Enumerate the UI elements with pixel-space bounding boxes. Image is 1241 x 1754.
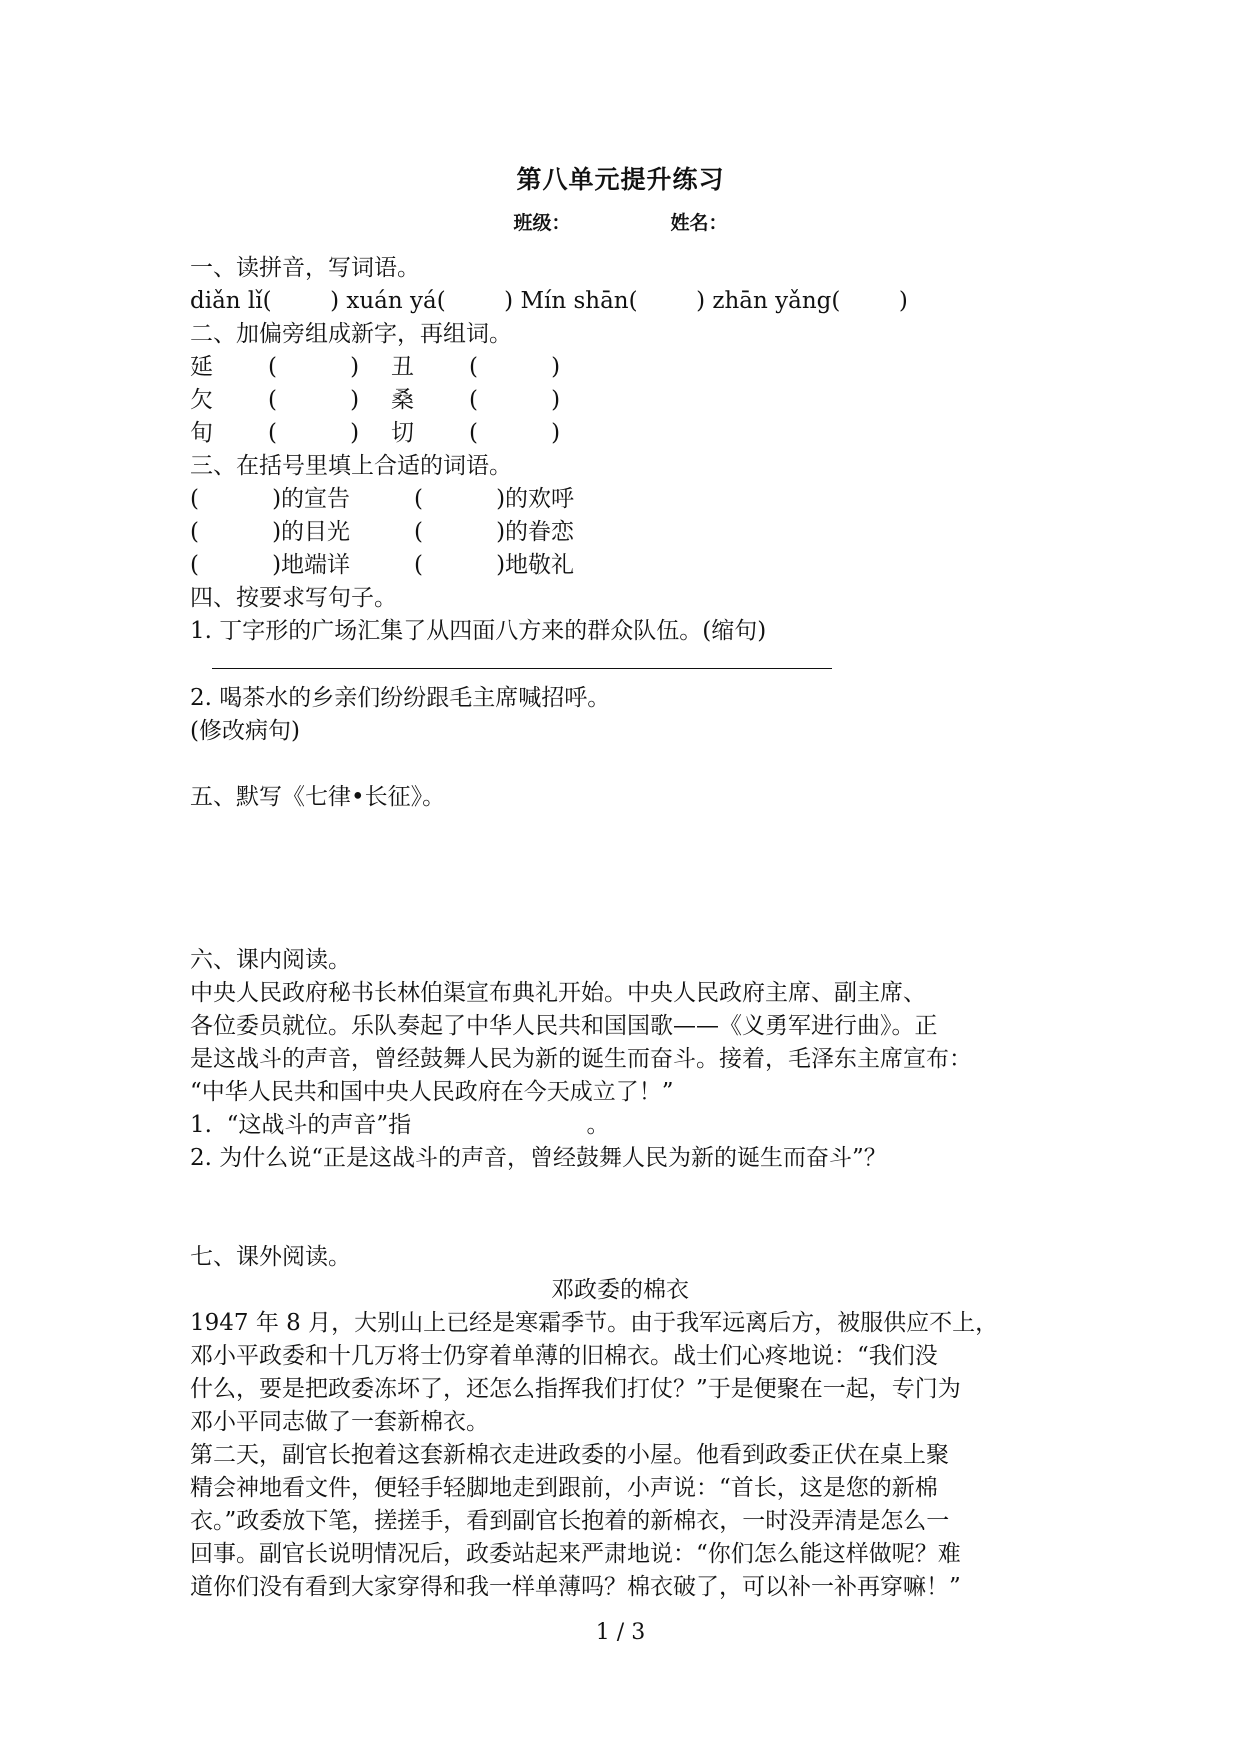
story-title: 邓政委的棉衣 [551,1277,689,1303]
section-3-heading: 三、在括号里填上合适的词语。 [190,453,512,479]
pinyin-line: diǎn lǐ( ) xuán yá( ) Mín shān( ) zhān yǎng( ) [190,288,908,314]
section-5-heading: 五、默写《七律•长征》。 [190,784,446,810]
passage-line: “中华人民共和国中央人民政府在今天成立了！” [190,1079,674,1105]
answer-line [212,648,832,669]
blank-cell: ( ) [268,354,360,380]
reading-question-2: 2. 为什么说“正是这战斗的声音，曾经鼓舞人民为新的诞生而奋斗”？ [190,1145,887,1171]
phrase-row [190,483,1050,516]
section-1-heading: 一、读拼音，写词语。 [190,255,420,281]
phrase-cell: ( )的宣告 [190,486,351,512]
class-name-line [0,208,1241,235]
sentence-question-2: 2. 喝茶水的乡亲们纷纷跟毛主席喊招呼。 [190,685,611,711]
phrase-row [190,516,1050,549]
sentence-question-2-note: (修改病句) [190,718,300,744]
sentence-question-1: 1. 丁字形的广场汇集了从四面八方来的群众队伍。(缩句) [190,618,767,644]
page-number: 1 / 3 [595,1620,646,1645]
section-7-heading: 七、课外阅读。 [190,1244,351,1270]
passage-line: 各位委员就位。乐队奏起了中华人民共和国国歌——《义勇军进行曲》。正 [190,1013,938,1039]
char-cell: 欠 [190,387,213,413]
story-line: 精会神地看文件，便轻手轻脚地走到跟前，小声说：“首长，这是您的新棉 [190,1475,938,1501]
class-label: 班级： [513,212,571,234]
radical-row [190,417,1050,450]
story-line: 回事。副官长说明情况后，政委站起来严肃地说：“你们怎么能这样做呢？难 [190,1541,961,1567]
char-cell: 丑 [391,354,414,380]
phrase-cell: ( )的欢呼 [414,486,575,512]
phrase-cell: ( )的目光 [190,519,351,545]
blank-cell: ( ) [469,354,561,380]
radical-row [190,351,1050,384]
reading-question-1: 1. “这战斗的声音”指 。 [190,1112,610,1138]
story-line: 邓小平同志做了一套新棉衣。 [190,1409,489,1435]
story-line: 什么，要是把政委冻坏了，还怎么指挥我们打仗？”于是便聚在一起，专门为 [190,1376,961,1402]
name-label: 姓名： [670,212,728,234]
char-cell: 桑 [391,387,414,413]
phrase-cell: ( )的眷恋 [414,519,575,545]
radical-row [190,384,1050,417]
phrase-cell: ( )地端详 [190,552,351,578]
worksheet-content [190,252,1050,1604]
section-4-heading: 四、按要求写句子。 [190,585,397,611]
section-2-heading: 二、加偏旁组成新字，再组词。 [190,321,512,347]
char-cell: 旬 [190,420,213,446]
phrase-row [190,549,1050,582]
story-line: 衣。”政委放下笔，搓搓手，看到副官长抱着的新棉衣，一时没弄清是怎么一 [190,1508,950,1534]
blank-cell: ( ) [469,420,561,446]
blank-cell: ( ) [469,387,561,413]
story-line: 第二天，副官长抱着这套新棉衣走进政委的小屋。他看到政委正伏在桌上聚 [190,1442,949,1468]
passage-line: 中央人民政府秘书长林伯渠宣布典礼开始。中央人民政府主席、副主席、 [190,980,926,1006]
story-line: 1947 年 8 月，大别山上已经是寒霜季节。由于我军远离后方，被服供应不上， [190,1310,999,1336]
char-cell: 切 [391,420,414,446]
section-6-heading: 六、课内阅读。 [190,947,351,973]
blank-cell: ( ) [268,420,360,446]
passage-line: 是这战斗的声音，曾经鼓舞人民为新的诞生而奋斗。接着，毛泽东主席宣布： [190,1046,972,1072]
story-line: 道你们没有看到大家穿得和我一样单薄吗？棉衣破了，可以补一补再穿嘛！” [190,1574,961,1600]
story-line: 邓小平政委和十几万将士仍穿着单薄的旧棉衣。战士们心疼地说：“我们没 [190,1343,938,1369]
blank-cell: ( ) [268,387,360,413]
page-title: 第八单元提升练习 [516,165,725,194]
phrase-cell: ( )地敬礼 [414,552,575,578]
char-cell: 延 [190,354,213,380]
